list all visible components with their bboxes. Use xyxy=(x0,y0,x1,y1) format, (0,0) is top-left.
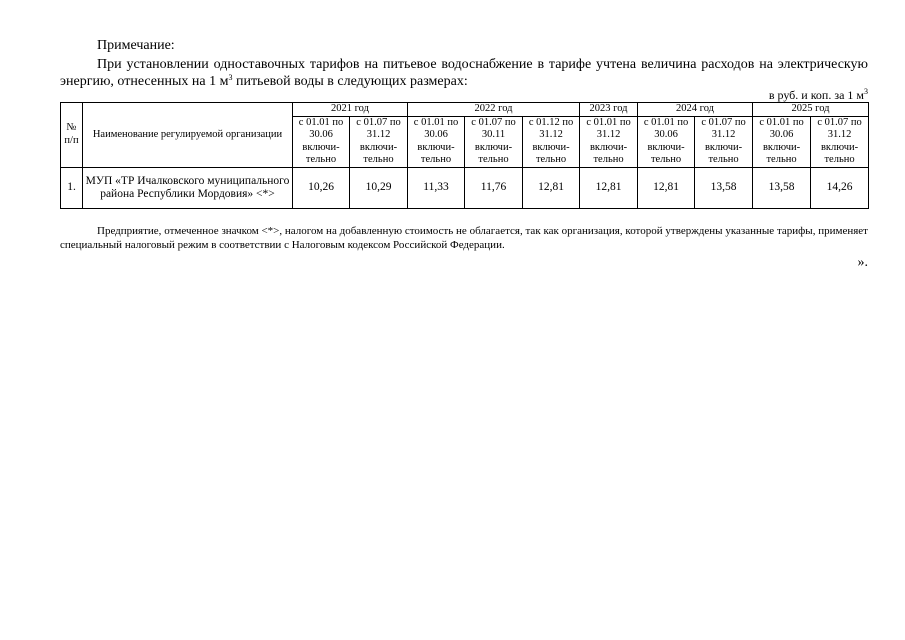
note-intro xyxy=(60,56,868,90)
header-number: № п/п xyxy=(61,103,83,168)
unit-superscript: 3 xyxy=(864,87,868,96)
unit-label xyxy=(769,88,868,102)
header-period: с 01.01 по 30.06 включи-тельно xyxy=(408,116,465,167)
header-period: с 01.12 по 31.12 включи-тельно xyxy=(523,116,580,167)
header-year-2024: 2024 год xyxy=(638,103,753,117)
row-number: 1. xyxy=(61,167,83,208)
header-period: с 01.07 по 31.12 включи-тельно xyxy=(695,116,753,167)
note-title: Примечание: xyxy=(97,38,175,53)
tariff-table xyxy=(60,102,869,209)
note-intro-main: При установлении одноставочных тарифов на питьевое водоснабжение в тарифе учтена величина расходов на электрическую энергию, отнесенных на 1 м xyxy=(60,57,868,89)
header-period: с 01.07 по 31.12 включи-тельно xyxy=(350,116,408,167)
unit-text: в руб. и коп. за 1 м xyxy=(768,88,864,102)
header-period: с 01.01 по 30.06 включи-тельно xyxy=(753,116,811,167)
footnote: Предприятие, отмеченное значком <*>, налогом на добавленную стоимость не облагается, так как организация, которой утверждены указанные тарифы, применяет специальный налоговый режим в соответствии с Налоговым кодексом Российской Федерации. xyxy=(60,225,868,251)
row-value: 11,76 xyxy=(465,167,523,208)
header-period: с 01.01 по 30.06 включи-тельно xyxy=(638,116,695,167)
row-value: 10,26 xyxy=(293,167,350,208)
header-year-2022: 2022 год xyxy=(408,103,580,117)
header-period: с 01.07 по 30.11 включи-тельно xyxy=(465,116,523,167)
row-value: 13,58 xyxy=(753,167,811,208)
header-year-2025: 2025 год xyxy=(753,103,869,117)
table-row xyxy=(61,167,869,208)
header-year-2023: 2023 год xyxy=(580,103,638,117)
row-value: 12,81 xyxy=(580,167,638,208)
row-organization: МУП «ТР Ичалковского муниципального района Республики Мордовия» <*> xyxy=(83,167,293,208)
row-value: 13,58 xyxy=(695,167,753,208)
note-intro-tail: питьевой воды в следующих размерах: xyxy=(232,74,468,89)
row-value: 12,81 xyxy=(638,167,695,208)
header-organization: Наименование регулируемой организации xyxy=(83,103,293,168)
header-period: с 01.07 по 31.12 включи-тельно xyxy=(811,116,869,167)
note-intro-superscript: 3 xyxy=(228,73,233,82)
header-period: с 01.01 по 30.06 включи-тельно xyxy=(293,116,350,167)
table-header-years-row xyxy=(61,103,869,117)
closing-quote: ». xyxy=(857,255,868,270)
row-value: 10,29 xyxy=(350,167,408,208)
row-value: 12,81 xyxy=(523,167,580,208)
header-year-2021: 2021 год xyxy=(293,103,408,117)
header-period: с 01.01 по 31.12 включи-тельно xyxy=(580,116,638,167)
row-value: 11,33 xyxy=(408,167,465,208)
row-value: 14,26 xyxy=(811,167,869,208)
